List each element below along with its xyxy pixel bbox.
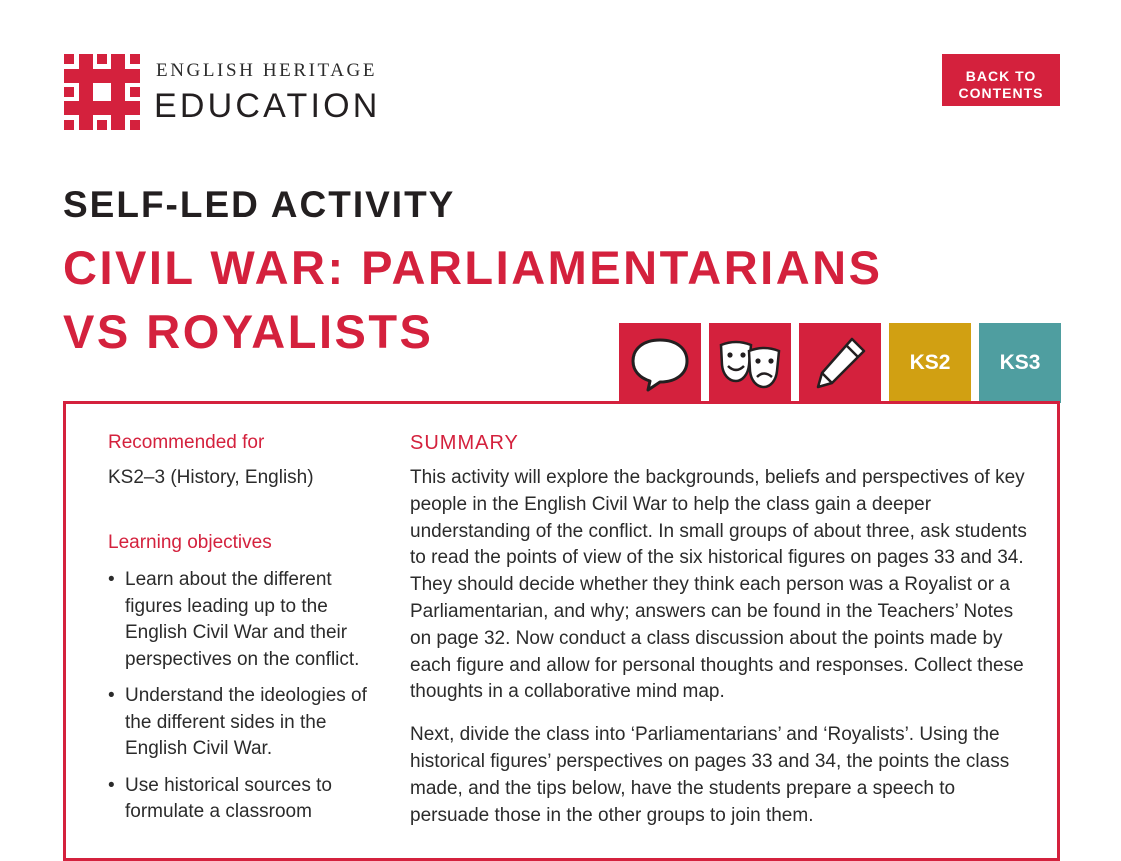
summary-section [410, 432, 1030, 829]
list-item: • Understand the ideologies of the different sides in the English Civil War. [108, 683, 370, 763]
brand-title: EDUCATION [154, 87, 381, 125]
english-heritage-logo-icon [64, 54, 140, 130]
tile-drama [709, 323, 791, 403]
summary-paragraph-1: This activity will explore the backgrounds, beliefs and perspectives of key people in the English Civil War to help the class gain a deeper understanding of the conflict. In small groups of about three, ask students to read the points of view of the six historical figures on pages 33 and 34. They should decide whether they think each person was a Royalist or a Parliamentarian, and why; answers can be found in the Teachers’ Notes on page 32. Now conduct a class discussion about the points made by each figure and allow for personal thoughts and responses. Collect these thoughts in a collaborative mind map. [410, 467, 1027, 703]
summary-heading: SUMMARY [410, 432, 519, 454]
brand-subtitle: ENGLISH HERITAGE [156, 60, 378, 81]
tile-writing [799, 323, 881, 403]
recommended-heading: Recommended for [108, 432, 265, 453]
objectives-list [108, 567, 370, 826]
pencil-icon [810, 333, 870, 393]
sidebar [108, 432, 370, 836]
tile-ks2: KS2 [889, 323, 971, 403]
speech-bubble-icon [628, 334, 692, 392]
list-item: • Use historical sources to formulate a classroom [108, 773, 370, 826]
back-to-contents-button[interactable]: BACK TO CONTENTS [942, 54, 1060, 106]
tile-speaking [619, 323, 701, 403]
page-title: CIVIL WAR: PARLIAMENTARIANS VS ROYALISTS [63, 241, 883, 358]
tile-ks3: KS3 [979, 323, 1061, 403]
objectives-heading: Learning objectives [108, 532, 272, 553]
recommended-text: KS2–3 (History, English) [108, 467, 314, 488]
list-item: • Learn about the different figures leading up to the English Civil War and their perspectives on the conflict. [108, 567, 370, 673]
drama-masks-icon [715, 333, 785, 393]
activity-kicker: SELF-LED ACTIVITY [63, 184, 456, 225]
summary-paragraph-2: Next, divide the class into ‘Parliamentarians’ and ‘Royalists’. Using the historical figures’ perspectives on pages 33 and 34, the points the class made, and the tips below, have the students prepare a speech to persuade those in the other groups to join them. [410, 724, 1010, 826]
